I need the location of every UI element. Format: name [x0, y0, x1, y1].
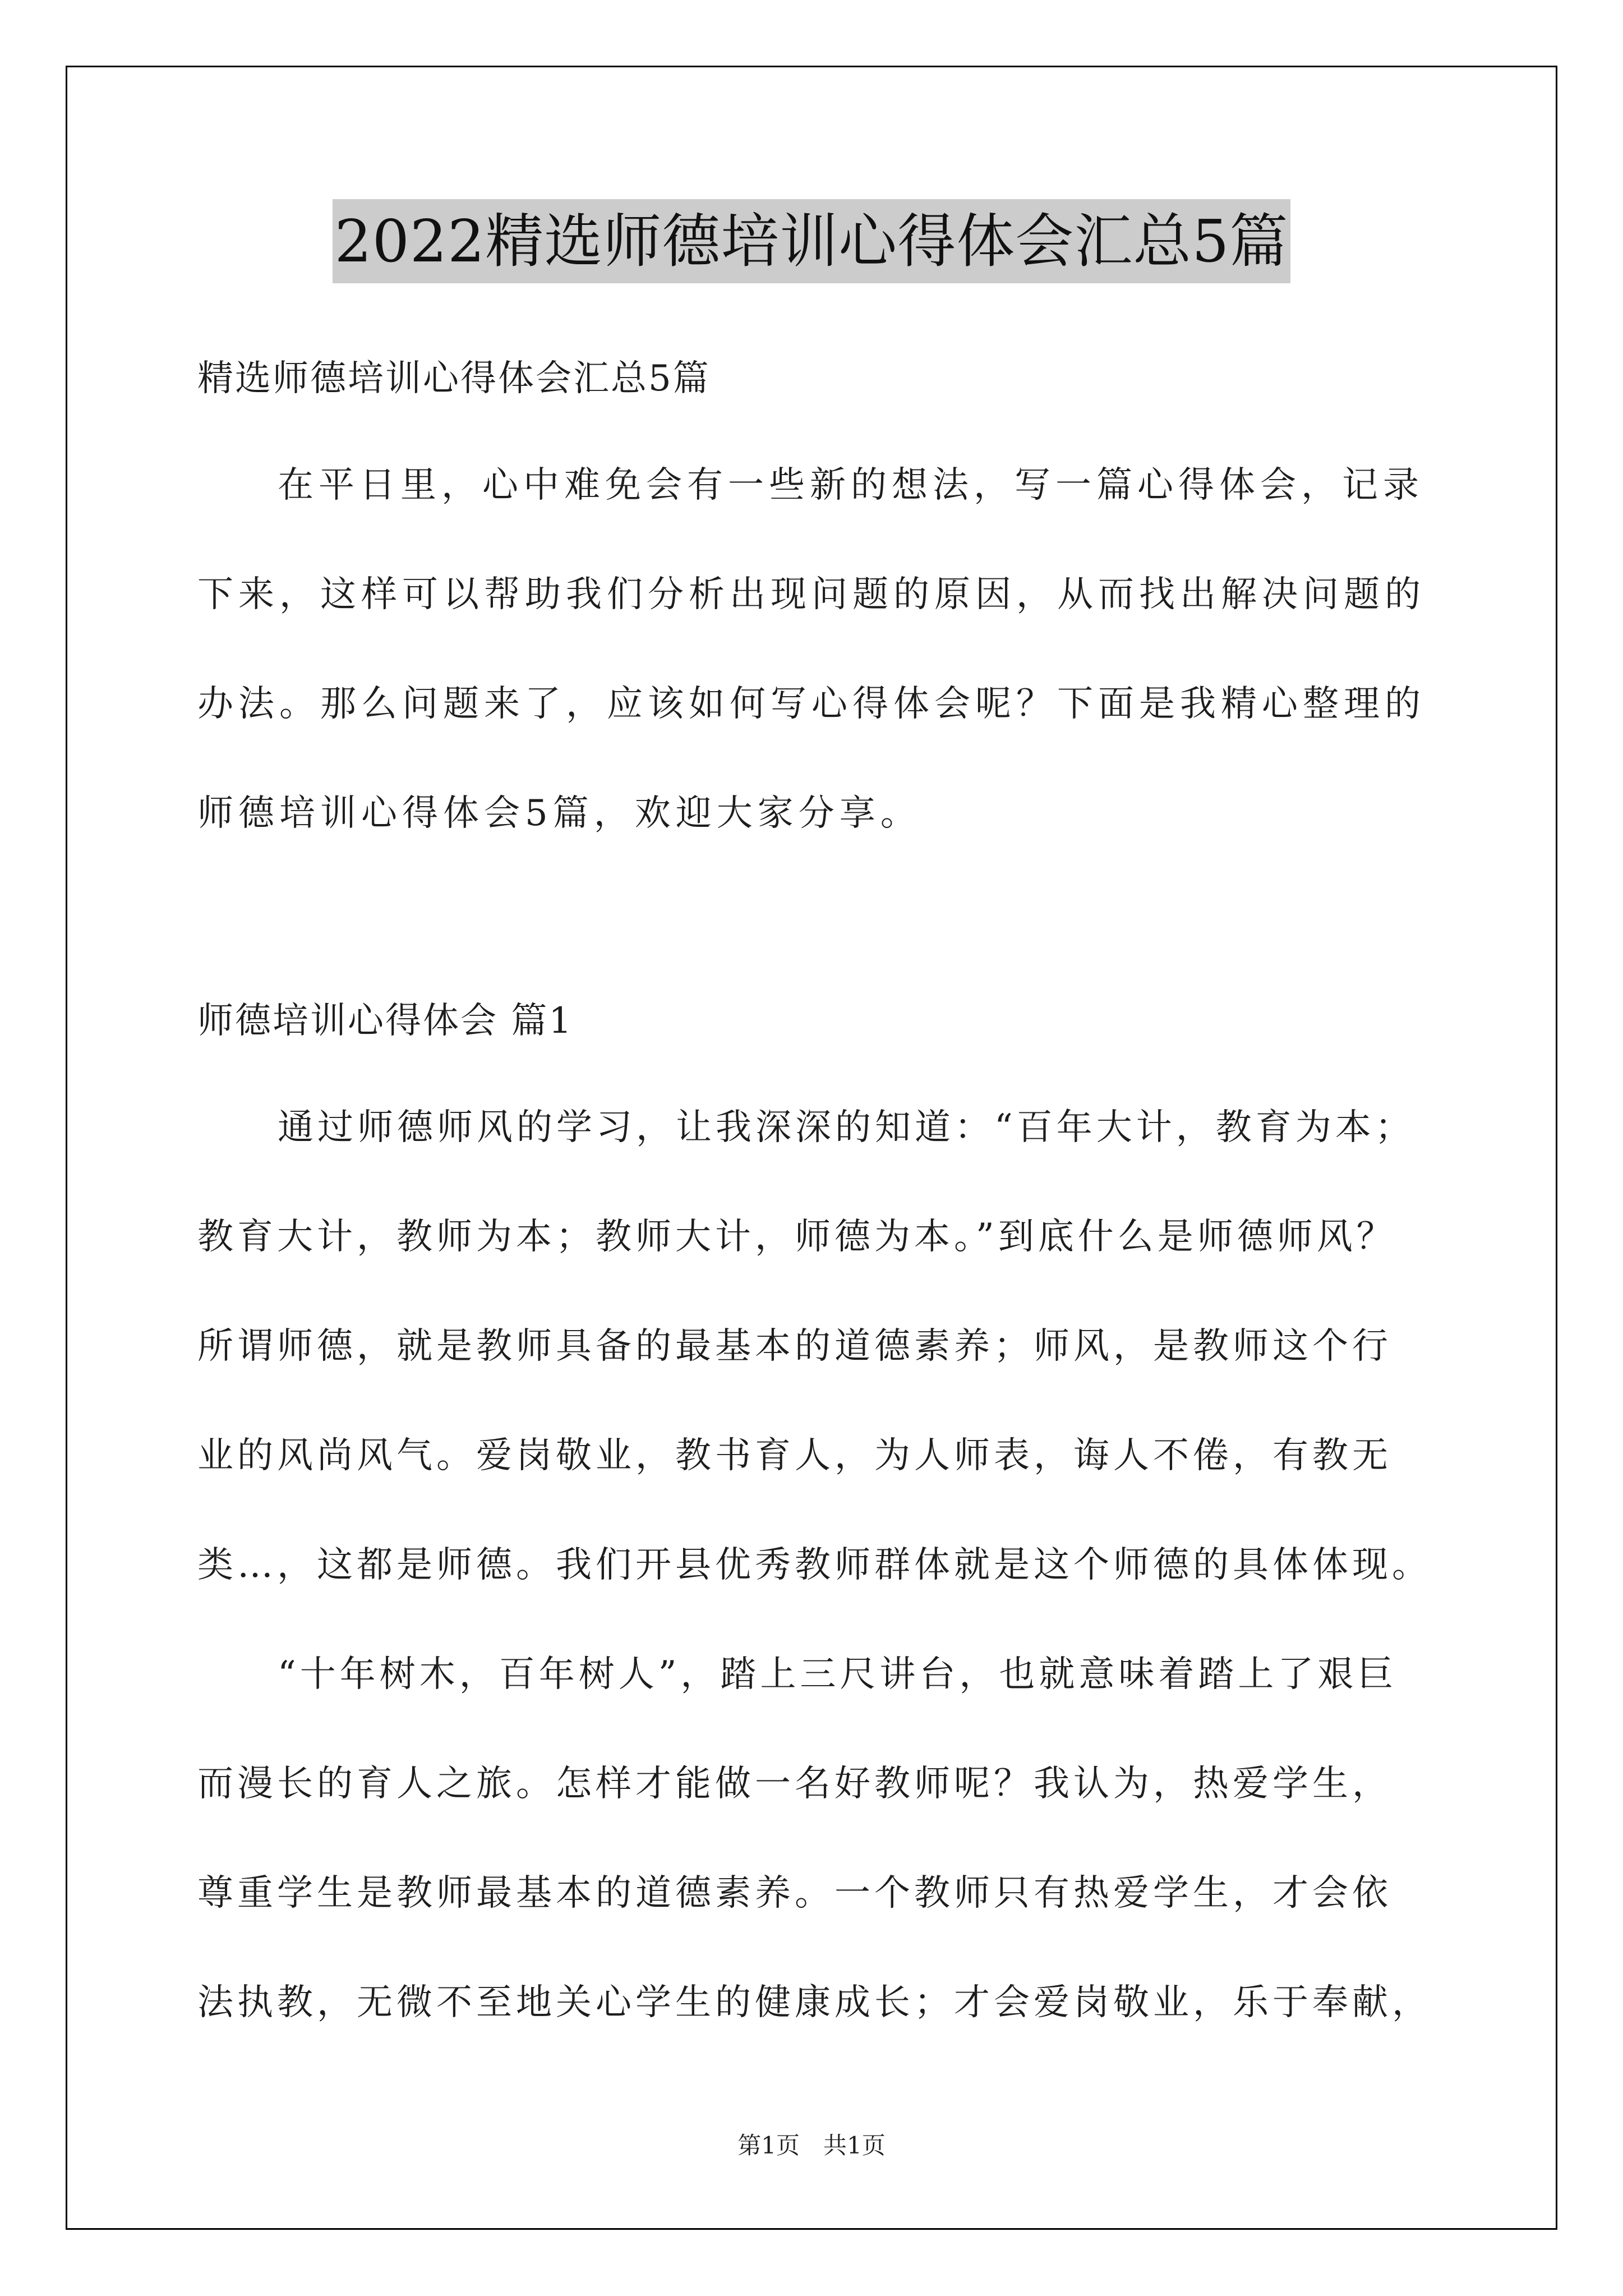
- document-title: 2022精选师德培训心得体会汇总5篇: [333, 199, 1291, 283]
- page-number-footer: 第1页 共1页: [737, 2132, 886, 2159]
- document-title-block: [0, 199, 1623, 283]
- para2-line: “十年树木，百年树人”，踏上三尺讲台，也就意味着踏上了艰巨: [278, 1654, 1398, 1695]
- para1-line: 类…，这都是师德。我们开县优秀教师群体就是这个师德的具体体现。: [197, 1544, 1432, 1586]
- para1-line: 所谓师德，就是教师具备的最基本的道德素养；师风，是教师这个行: [197, 1326, 1392, 1367]
- subtitle: 精选师德培训心得体会汇总5篇: [197, 358, 711, 399]
- intro-line: 办法。那么问题来了，应该如何写心得体会呢？下面是我精心整理的: [197, 683, 1426, 725]
- intro-line: 在平日里，心中难免会有一些新的想法，写一篇心得体会，记录: [278, 464, 1424, 506]
- para2-line: 法执教，无微不至地关心学生的健康成长；才会爱岗敬业，乐于奉献，: [197, 1982, 1432, 2023]
- para1-line: 通过师德师风的学习，让我深深的知道：“百年大计，教育为本；: [278, 1107, 1415, 1148]
- para1-line: 业的风尚风气。爱岗敬业，教书育人，为人师表，诲人不倦，有教无: [197, 1435, 1392, 1476]
- para2-line: 而漫长的育人之旅。怎样才能做一名好教师呢？我认为，热爱学生，: [197, 1763, 1392, 1805]
- intro-line: 下来，这样可以帮助我们分析出现问题的原因，从而找出解决问题的: [197, 574, 1426, 615]
- para2-line: 尊重学生是教师最基本的道德素养。一个教师只有热爱学生，才会依: [197, 1872, 1392, 1914]
- intro-line: 师德培训心得体会5篇，欢迎大家分享。: [197, 793, 921, 834]
- para1-line: 教育大计，教师为本；教师大计，师德为本。”到底什么是师德师风？: [197, 1216, 1396, 1258]
- section-heading: 师德培训心得体会 篇1: [197, 1000, 574, 1042]
